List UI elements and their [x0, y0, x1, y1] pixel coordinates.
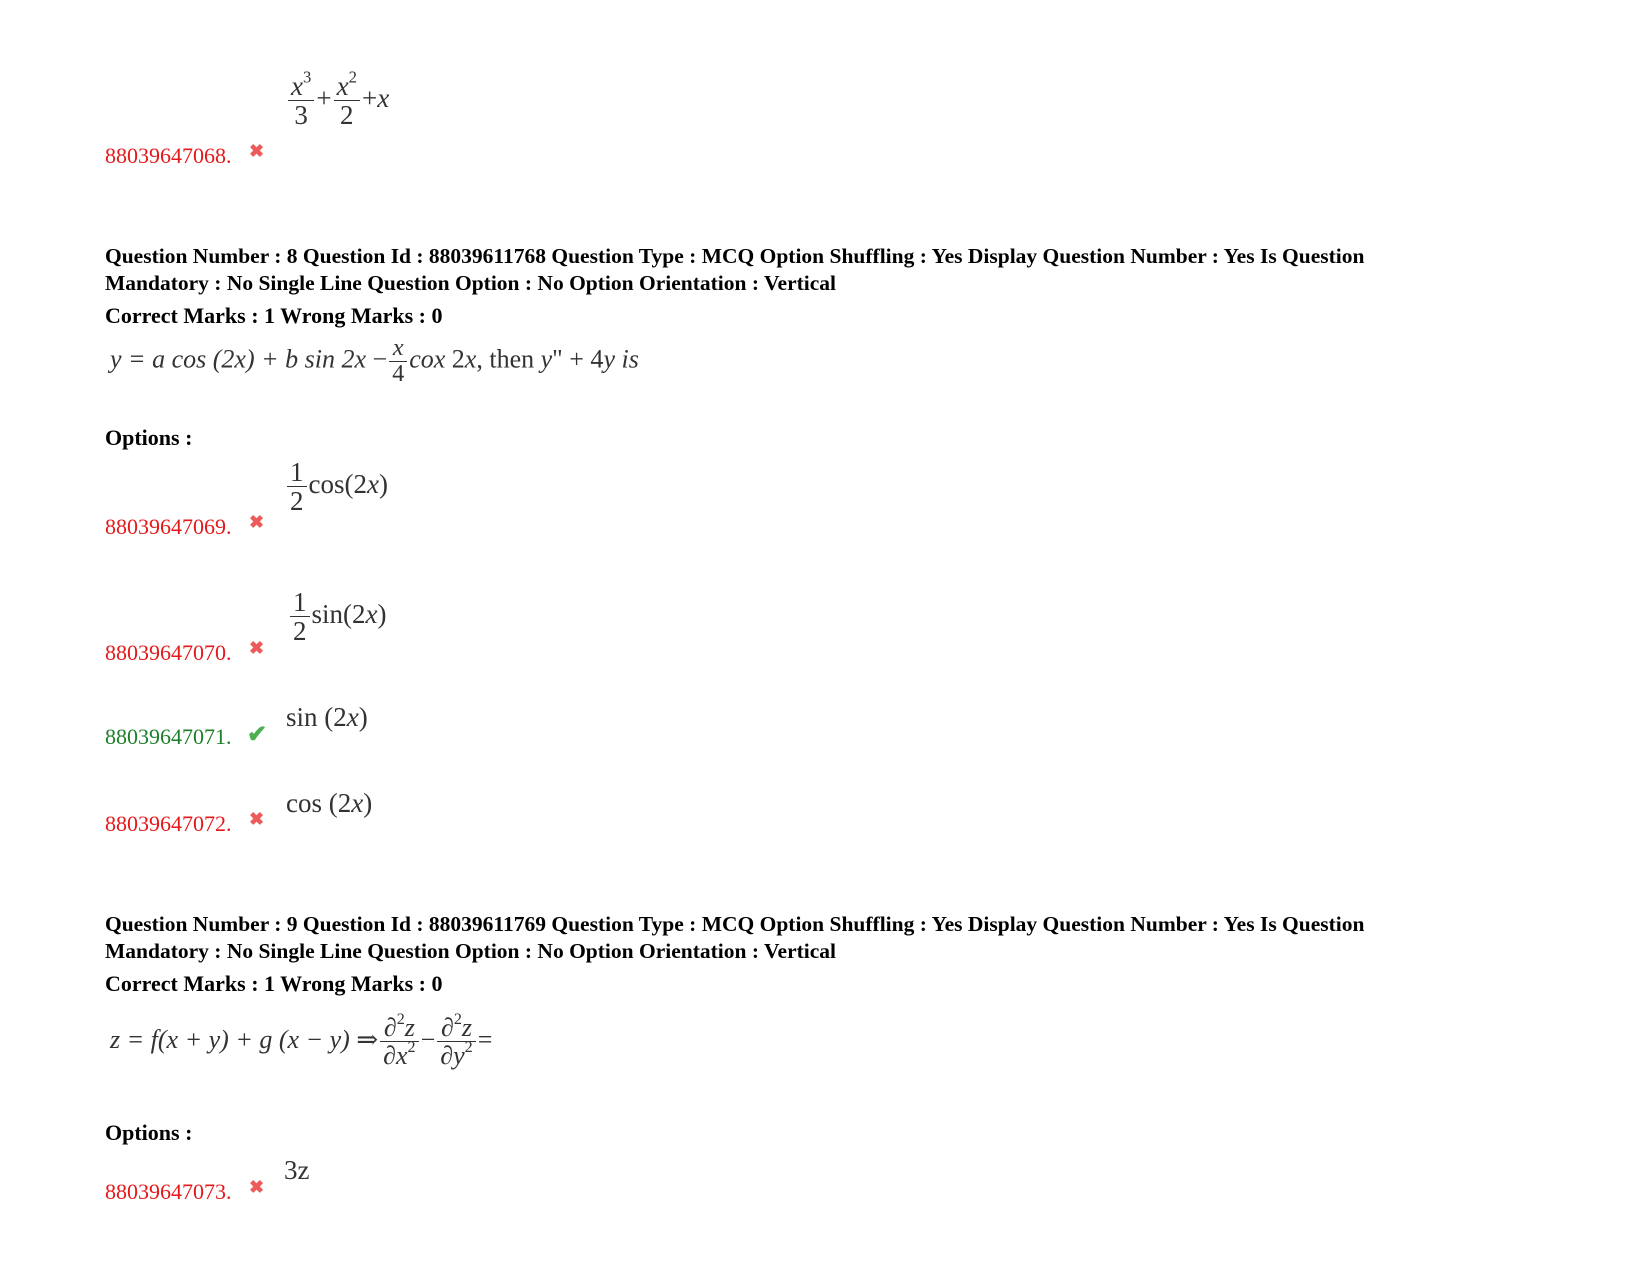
option-id: 88039647072.	[105, 811, 232, 836]
option-id: 88039647071.	[105, 724, 232, 749]
question-meta-line: Mandatory : No Single Line Question Option : No Option Orientation : Vertical	[105, 939, 837, 963]
option-expression: cos (2x)	[286, 788, 373, 818]
options-label: Options :	[105, 1120, 193, 1145]
options-label: Options :	[105, 425, 193, 450]
check-icon: ✔	[247, 722, 268, 748]
option-id: 88039647073.	[105, 1179, 232, 1204]
question-meta-line: Mandatory : No Single Line Question Option : No Option Orientation : Vertical	[105, 271, 837, 295]
cross-icon: ✖	[249, 809, 265, 829]
option-expression: $\frac{1}{2}$ cos(2x)	[285, 458, 388, 516]
question-expression: z = f(x + y) + g (x − y) ⇒ $\frac{\partial^2z}{\partial x^2}$ − $\frac{\partial^2z}{\partial y^2}$ =	[110, 1010, 493, 1071]
question-meta-line: Question Number : 9 Question Id : 88039611769 Question Type : MCQ Option Shuffling : Yes Display Question Number : Yes Is Question	[105, 912, 1365, 936]
question-text: then	[489, 344, 535, 374]
question-meta	[105, 911, 1545, 965]
question-expression: y = a cos (2x) + b sin 2x − $\frac{x}{4}$ cox 2x, then y" + 4y is	[110, 335, 639, 388]
cross-icon: ✖	[249, 141, 265, 161]
option-expression: $\frac{x^3}{3}$ + $\frac{x^2}{2}$ +x	[286, 72, 389, 130]
question-meta	[105, 243, 1545, 297]
option-expression: $\frac{1}{2}$ sin(2x)	[288, 588, 386, 646]
option-id: 88039647070.	[105, 640, 232, 665]
question-marks: Correct Marks : 1 Wrong Marks : 0	[105, 303, 443, 328]
cross-icon: ✖	[249, 1177, 265, 1197]
cross-icon: ✖	[249, 638, 265, 658]
option-expression: sin (2x)	[286, 702, 368, 732]
option-id: 88039647069.	[105, 514, 232, 539]
question-meta-line: Question Number : 8 Question Id : 88039611768 Question Type : MCQ Option Shuffling : Yes Display Question Number : Yes Is Question	[105, 244, 1365, 268]
question-marks: Correct Marks : 1 Wrong Marks : 0	[105, 971, 443, 996]
cross-icon: ✖	[249, 512, 265, 532]
option-id: 88039647068.	[105, 143, 232, 168]
option-expression: 3z	[284, 1155, 310, 1185]
